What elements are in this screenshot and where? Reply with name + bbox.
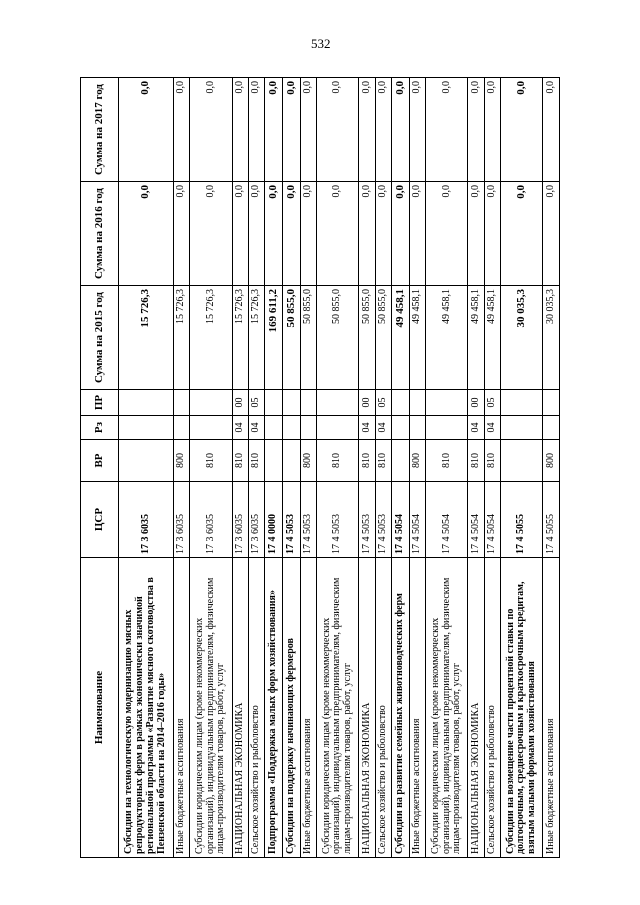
cell-sum-2016: 0,0 xyxy=(119,182,174,286)
cell-sum-2017: 0,0 xyxy=(543,78,560,182)
cell-vr xyxy=(501,440,543,482)
cell-vr: 810 xyxy=(232,440,248,482)
cell-sum-2017: 0,0 xyxy=(119,78,174,182)
cell-sum-2016: 0,0 xyxy=(173,182,189,286)
table-row xyxy=(501,78,543,858)
cell-sum-2015: 15 726,3 xyxy=(248,286,264,390)
cell-name: Субсидии юридическим лицам (кроме некоммерческих организаций), индивидуальным предпринимателям, физическим лицам-производителям товаров, работ, услуг xyxy=(317,558,359,858)
cell-rz: 04 xyxy=(232,416,248,440)
cell-vr: 810 xyxy=(359,440,375,482)
cell-vr xyxy=(119,440,174,482)
cell-sum-2015: 50 855,0 xyxy=(283,286,301,390)
cell-csr: 17 4 5053 xyxy=(359,482,375,558)
cell-sum-2015: 30 035,3 xyxy=(501,286,543,390)
cell-sum-2015: 50 855,0 xyxy=(359,286,375,390)
cell-sum-2015: 50 855,0 xyxy=(300,286,316,390)
cell-name: Субсидии на поддержку начинающих фермеров xyxy=(283,558,301,858)
cell-rz xyxy=(119,416,174,440)
cell-vr: 800 xyxy=(543,440,560,482)
table-row xyxy=(359,78,375,858)
cell-sum-2016: 0,0 xyxy=(543,182,560,286)
cell-sum-2015: 169 611,2 xyxy=(265,286,283,390)
cell-name: Сельское хозяйство и рыболовство xyxy=(375,558,391,858)
cell-sum-2017: 0,0 xyxy=(283,78,301,182)
cell-sum-2016: 0,0 xyxy=(265,182,283,286)
cell-csr: 17 4 5054 xyxy=(409,482,425,558)
cell-sum-2015: 30 035,3 xyxy=(543,286,560,390)
cell-pr: 00 xyxy=(468,390,484,416)
cell-name: Субсидии на возмещение части процентной ставки по долгосрочным, среднесрочным и краткосрочным кредитам, взятым малыми формами хозяйствования xyxy=(501,558,543,858)
cell-vr: 810 xyxy=(317,440,359,482)
cell-pr: 00 xyxy=(359,390,375,416)
cell-name: Иные бюджетные ассигнования xyxy=(543,558,560,858)
cell-sum-2017: 0,0 xyxy=(392,78,410,182)
table-row xyxy=(300,78,316,858)
cell-pr xyxy=(190,390,232,416)
cell-name: НАЦИОНАЛЬНАЯ ЭКОНОМИКА xyxy=(232,558,248,858)
table-body xyxy=(119,78,560,858)
cell-name: Субсидии на развитие семейных животноводческих ферм xyxy=(392,558,410,858)
cell-name: Сельское хозяйство и рыболовство xyxy=(484,558,500,858)
table-row xyxy=(484,78,500,858)
cell-name: НАЦИОНАЛЬНАЯ ЭКОНОМИКА xyxy=(359,558,375,858)
cell-sum-2015: 49 458,1 xyxy=(426,286,468,390)
cell-rz xyxy=(409,416,425,440)
cell-vr xyxy=(283,440,301,482)
cell-sum-2016: 0,0 xyxy=(190,182,232,286)
cell-csr: 17 4 5054 xyxy=(392,482,410,558)
cell-vr: 810 xyxy=(375,440,391,482)
table-row xyxy=(426,78,468,858)
cell-sum-2016: 0,0 xyxy=(409,182,425,286)
cell-sum-2017: 0,0 xyxy=(190,78,232,182)
cell-name: Сельское хозяйство и рыболовство xyxy=(248,558,264,858)
cell-sum-2015: 15 726,3 xyxy=(190,286,232,390)
cell-rz: 04 xyxy=(248,416,264,440)
page-number: 532 xyxy=(311,36,331,51)
table-row xyxy=(375,78,391,858)
header-name: Наименование xyxy=(81,558,119,858)
cell-csr: 17 4 5053 xyxy=(317,482,359,558)
cell-pr: 05 xyxy=(484,390,500,416)
cell-sum-2015: 49 458,1 xyxy=(468,286,484,390)
table-row xyxy=(392,78,410,858)
table-row xyxy=(409,78,425,858)
cell-vr: 810 xyxy=(468,440,484,482)
table-row xyxy=(119,78,174,858)
cell-sum-2015: 49 458,1 xyxy=(392,286,410,390)
cell-sum-2017: 0,0 xyxy=(501,78,543,182)
header-sum-2015: Сумма на 2015 год xyxy=(81,286,119,390)
cell-rz xyxy=(543,416,560,440)
cell-vr: 800 xyxy=(409,440,425,482)
cell-sum-2017: 0,0 xyxy=(359,78,375,182)
table-row xyxy=(190,78,232,858)
cell-sum-2017: 0,0 xyxy=(468,78,484,182)
cell-rz: 04 xyxy=(359,416,375,440)
cell-sum-2017: 0,0 xyxy=(426,78,468,182)
cell-pr: 00 xyxy=(232,390,248,416)
cell-sum-2016: 0,0 xyxy=(426,182,468,286)
cell-sum-2017: 0,0 xyxy=(484,78,500,182)
cell-csr: 17 3 6035 xyxy=(119,482,174,558)
header-sum-2016: Сумма на 2016 год xyxy=(81,182,119,286)
cell-pr xyxy=(501,390,543,416)
table-row xyxy=(232,78,248,858)
cell-sum-2015: 49 458,1 xyxy=(409,286,425,390)
cell-csr: 17 4 5055 xyxy=(501,482,543,558)
cell-sum-2017: 0,0 xyxy=(248,78,264,182)
cell-vr: 810 xyxy=(426,440,468,482)
table-row xyxy=(265,78,283,858)
cell-rz: 04 xyxy=(484,416,500,440)
cell-sum-2015: 15 726,3 xyxy=(232,286,248,390)
table-row xyxy=(283,78,301,858)
cell-name: Подпрограмма «Поддержка малых форм хозяйствования» xyxy=(265,558,283,858)
cell-rz xyxy=(501,416,543,440)
cell-sum-2017: 0,0 xyxy=(173,78,189,182)
cell-csr: 17 4 0000 xyxy=(265,482,283,558)
cell-pr xyxy=(300,390,316,416)
cell-pr xyxy=(265,390,283,416)
cell-pr xyxy=(283,390,301,416)
cell-rz xyxy=(300,416,316,440)
cell-sum-2016: 0,0 xyxy=(232,182,248,286)
header-sum-2017: Сумма на 2017 год xyxy=(81,78,119,182)
cell-vr: 810 xyxy=(190,440,232,482)
cell-pr xyxy=(426,390,468,416)
cell-rz xyxy=(426,416,468,440)
cell-sum-2017: 0,0 xyxy=(232,78,248,182)
table-row xyxy=(248,78,264,858)
cell-sum-2016: 0,0 xyxy=(392,182,410,286)
header-pr: ПР xyxy=(81,390,119,416)
cell-rz: 04 xyxy=(375,416,391,440)
rotated-table-container xyxy=(80,78,560,858)
cell-csr: 17 3 6035 xyxy=(232,482,248,558)
cell-pr: 05 xyxy=(375,390,391,416)
cell-sum-2017: 0,0 xyxy=(300,78,316,182)
cell-sum-2016: 0,0 xyxy=(359,182,375,286)
cell-pr xyxy=(392,390,410,416)
cell-vr xyxy=(392,440,410,482)
cell-csr: 17 4 5054 xyxy=(468,482,484,558)
table-row xyxy=(317,78,359,858)
cell-vr: 800 xyxy=(300,440,316,482)
cell-name: Субсидии юридическим лицам (кроме некоммерческих организаций), индивидуальным предпринимателям, физическим лицам-производителям товаров, работ, услуг xyxy=(190,558,232,858)
cell-rz xyxy=(283,416,301,440)
cell-name: НАЦИОНАЛЬНАЯ ЭКОНОМИКА xyxy=(468,558,484,858)
cell-sum-2017: 0,0 xyxy=(409,78,425,182)
cell-sum-2016: 0,0 xyxy=(501,182,543,286)
cell-csr: 17 4 5053 xyxy=(300,482,316,558)
cell-pr xyxy=(409,390,425,416)
cell-csr: 17 4 5055 xyxy=(543,482,560,558)
budget-table xyxy=(80,77,560,858)
cell-sum-2015: 49 458,1 xyxy=(484,286,500,390)
table-header-row xyxy=(81,78,119,858)
cell-sum-2016: 0,0 xyxy=(484,182,500,286)
cell-vr: 810 xyxy=(248,440,264,482)
cell-name: Субсидии на технологическую модернизацию мясных репродукторных ферм в рамках экономически значимой региональной программы «Развитие мясного скотоводства в Пензенской области на 2014–2016 годы» xyxy=(119,558,174,858)
cell-csr: 17 3 6035 xyxy=(190,482,232,558)
table-row xyxy=(543,78,560,858)
cell-pr xyxy=(173,390,189,416)
cell-vr: 810 xyxy=(484,440,500,482)
cell-pr: 05 xyxy=(248,390,264,416)
cell-sum-2015: 15 726,3 xyxy=(173,286,189,390)
cell-csr: 17 3 6035 xyxy=(173,482,189,558)
cell-sum-2016: 0,0 xyxy=(283,182,301,286)
cell-sum-2015: 15 726,3 xyxy=(119,286,174,390)
header-vr: ВР xyxy=(81,440,119,482)
table-row xyxy=(173,78,189,858)
cell-rz xyxy=(392,416,410,440)
cell-csr: 17 4 5054 xyxy=(426,482,468,558)
cell-sum-2016: 0,0 xyxy=(248,182,264,286)
table-row xyxy=(468,78,484,858)
cell-name: Субсидии юридическим лицам (кроме некоммерческих организаций), индивидуальным предпринимателям, физическим лицам-производителям товаров, работ, услуг xyxy=(426,558,468,858)
cell-name: Иные бюджетные ассигнования xyxy=(300,558,316,858)
cell-sum-2016: 0,0 xyxy=(468,182,484,286)
header-rz: Рз xyxy=(81,416,119,440)
cell-sum-2017: 0,0 xyxy=(265,78,283,182)
cell-vr: 800 xyxy=(173,440,189,482)
cell-sum-2016: 0,0 xyxy=(300,182,316,286)
header-csr: ЦСР xyxy=(81,482,119,558)
cell-pr xyxy=(119,390,174,416)
cell-sum-2015: 50 855,0 xyxy=(375,286,391,390)
cell-name: Иные бюджетные ассигнования xyxy=(173,558,189,858)
cell-rz xyxy=(173,416,189,440)
cell-pr xyxy=(543,390,560,416)
cell-sum-2017: 0,0 xyxy=(375,78,391,182)
cell-csr: 17 3 6035 xyxy=(248,482,264,558)
cell-rz: 04 xyxy=(468,416,484,440)
cell-rz xyxy=(190,416,232,440)
cell-csr: 17 4 5053 xyxy=(283,482,301,558)
cell-rz xyxy=(265,416,283,440)
cell-name: Иные бюджетные ассигнования xyxy=(409,558,425,858)
cell-sum-2017: 0,0 xyxy=(317,78,359,182)
cell-vr xyxy=(265,440,283,482)
cell-pr xyxy=(317,390,359,416)
cell-rz xyxy=(317,416,359,440)
cell-csr: 17 4 5054 xyxy=(484,482,500,558)
cell-csr: 17 4 5053 xyxy=(375,482,391,558)
cell-sum-2016: 0,0 xyxy=(317,182,359,286)
cell-sum-2015: 50 855,0 xyxy=(317,286,359,390)
cell-sum-2016: 0,0 xyxy=(375,182,391,286)
